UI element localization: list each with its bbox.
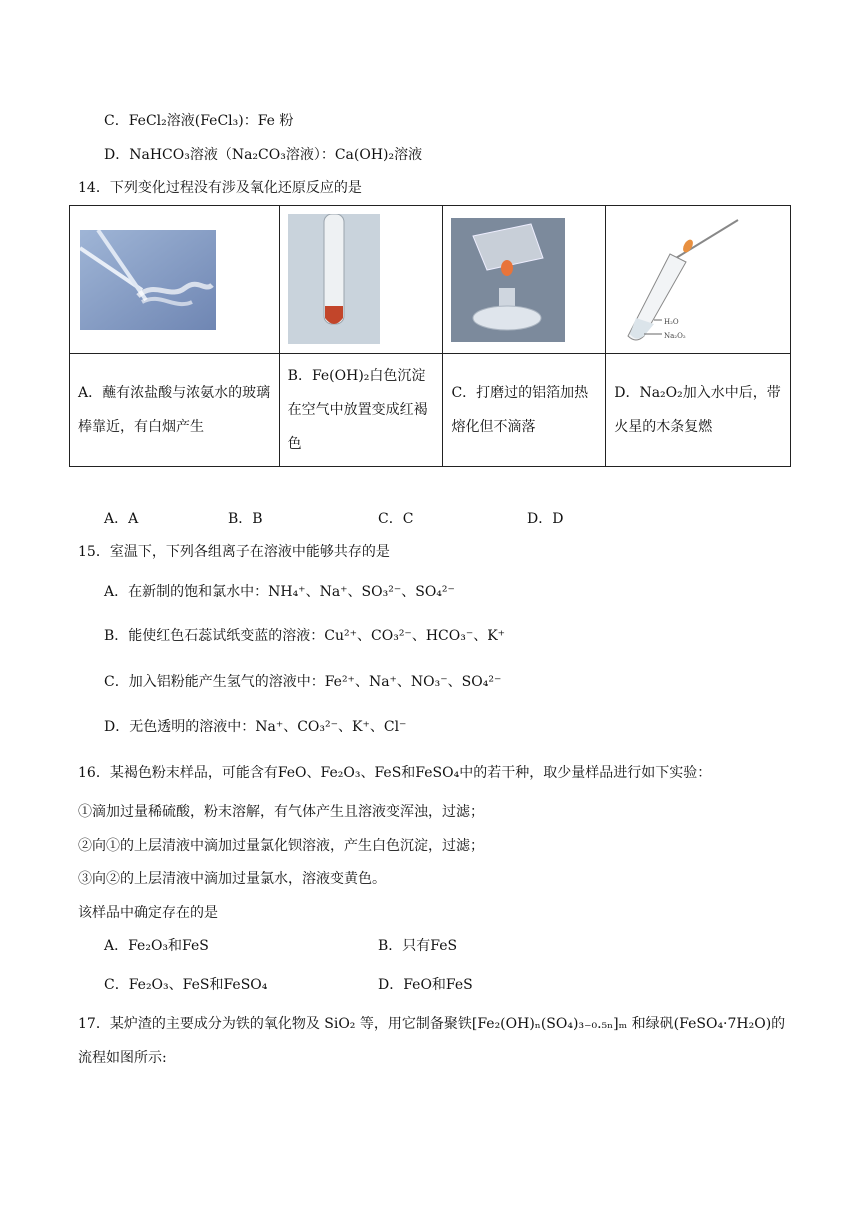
q16-option-d: D．FeO和FeS bbox=[378, 977, 473, 993]
q14-option-c: C．C bbox=[378, 511, 414, 527]
cell-b-text: B．Fe(OH)₂白色沉淀在空气中放置变成红褐色 bbox=[279, 354, 443, 467]
na2o2-test-tube-image bbox=[614, 214, 750, 346]
q15-option-b: B．能使红色石蕊试纸变蓝的溶液：Cu²⁺、CO₃²⁻、HCO₃⁻、K⁺ bbox=[104, 628, 506, 644]
na2o2-label: Na₂O₂ bbox=[664, 332, 686, 340]
q16-option-b: B．只有FeS bbox=[378, 938, 458, 954]
q15-option-d: D．无色透明的溶液中：Na⁺、CO₃²⁻、K⁺、Cl⁻ bbox=[104, 719, 407, 735]
cell-c-text: C．打磨过的铝箔加热熔化但不滴落 bbox=[443, 354, 606, 467]
q15-option-c: C．加入铝粉能产生氢气的溶液中：Fe²⁺、Na⁺、NO₃⁻、SO₄²⁻ bbox=[104, 674, 502, 690]
q16-option-c: C．Fe₂O₃、FeS和FeSO₄ bbox=[104, 977, 268, 993]
q14-option-a: A．A bbox=[104, 511, 139, 527]
question-17-line-1: 17．某炉渣的主要成分为铁的氧化物及 SiO₂ 等，用它制备聚铁[Fe₂(OH)ₙ(SO₄)₃₋₀.₅ₙ]ₘ 和绿矾(FeSO₄·7H₂O)的 bbox=[78, 1016, 786, 1032]
question-14: 14．下列变化过程没有涉及氧化还原反应的是 bbox=[78, 180, 362, 196]
test-tube-image bbox=[288, 214, 380, 344]
cell-a-text: A．蘸有浓盐酸与浓氨水的玻璃棒靠近，有白烟产生 bbox=[70, 354, 280, 467]
prev-option-c: C．FeCl₂溶液(FeCl₃)：Fe 粉 bbox=[104, 113, 294, 129]
q16-step-1: ①滴加过量稀硫酸，粉末溶解，有气体产生且溶液变浑浊，过滤； bbox=[78, 804, 484, 820]
image-cell-d bbox=[606, 206, 791, 354]
q14-option-b: B．B bbox=[228, 511, 263, 527]
q14-option-d: D．D bbox=[527, 511, 564, 527]
image-cell-c bbox=[443, 206, 606, 354]
image-cell-a bbox=[70, 206, 280, 354]
question-17-line-2: 流程如图所示: bbox=[78, 1050, 167, 1066]
q16-step-2: ②向①的上层清液中滴加过量氯化钡溶液，产生白色沉淀，过滤； bbox=[78, 838, 484, 854]
prev-option-d: D．NaHCO₃溶液（Na₂CO₃溶液）：Ca(OH)₂溶液 bbox=[104, 147, 423, 163]
question-16: 16．某褐色粉末样品，可能含有FeO、Fe₂O₃、FeS和FeSO₄中的若干种，取少量样品进行如下实验： bbox=[78, 765, 712, 781]
q16-ask: 该样品中确定存在的是 bbox=[78, 905, 218, 921]
image-cell-b bbox=[279, 206, 443, 354]
q14-table bbox=[69, 205, 791, 467]
q16-option-a: A．Fe₂O₃和FeS bbox=[104, 938, 209, 954]
q15-option-a: A．在新制的饱和氯水中：NH₄⁺、Na⁺、SO₃²⁻、SO₄²⁻ bbox=[104, 584, 455, 600]
q16-step-3: ③向②的上层清液中滴加过量氯水，溶液变黄色。 bbox=[78, 871, 386, 887]
h2o-label: H₂O bbox=[664, 318, 679, 326]
cell-d-text: D．Na₂O₂加入水中后，带火星的木条复燃 bbox=[606, 354, 791, 467]
white-smoke-image bbox=[80, 230, 216, 330]
question-15: 15．室温下，下列各组离子在溶液中能够共存的是 bbox=[78, 544, 390, 560]
aluminum-foil-image bbox=[451, 218, 565, 342]
